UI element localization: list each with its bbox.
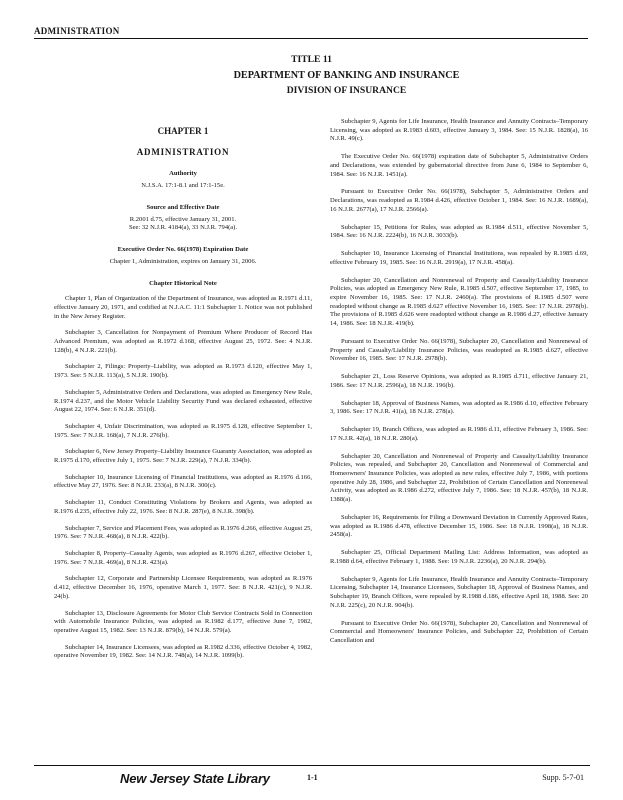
eo-expiration-heading: Executive Order No. 66(1978) Expiration Date	[117, 246, 249, 254]
history-paragraph: Subchapter 18, Approval of Business Names, was adopted as R.1986 d.10, effective February 3, 1986. See: 17 N.J.R. 41(a), 18 N.J.R. 278(a).	[330, 399, 588, 416]
source-line: R.2001 d.75, effective January 31, 2001.	[129, 215, 237, 223]
history-paragraph: Subchapter 19, Branch Offices, was adopted as R.1986 d.11, effective February 3, 1986. See: 17 N.J.R. 42(a), 18 N.J.R. 280(a).	[330, 426, 588, 442]
history-paragraph: Subchapter 6, New Jersey Property–Liability Insurance Guaranty Association, was adopted as R.1975 d.170, effective July 1, 1975. See: 7 N.J.R. 229(a), 7 N.J.R. 334(b).	[54, 448, 312, 465]
history-paragraph: Subchapter 9, Agents for Life Insurance, Health Insurance and Annuity Contracts–Temporary Licensing, was adopted as R.1983 d.603, effective January 3, 1984. See: 15 N.J.R. 1828(a), 16 N.J.R. 49(c).	[330, 118, 588, 143]
library-stamp: New Jersey State Library	[120, 771, 270, 786]
left-paragraph-list	[54, 295, 312, 661]
supplement-date: Supp. 5-7-01	[542, 773, 584, 782]
page-footer	[34, 765, 590, 790]
authority-text: N.J.S.A. 17:1-8.1 and 17:1-15e.	[141, 182, 225, 190]
history-paragraph: Subchapter 10, Insurance Licensing of Financial Institutions, was adopted as R.1976 d.166, effective May 27, 1976. See: 8 N.J.R. 233(a), 8 N.J.R. 300(c).	[54, 473, 312, 490]
history-paragraph: Subchapter 21, Loss Reserve Opinions, was adopted as R.1985 d.711, effective January 21, 1986. See: 17 N.J.R. 2596(a), 18 N.J.R. 196(b).	[330, 373, 588, 389]
history-paragraph: Subchapter 25, Official Department Mailing List: Address Information, was adopted as R.1988 d.64, effective February 1, 1988. See: 19 N.J.R. 2236(a), 20 N.J.R. 294(b).	[330, 549, 588, 565]
right-column	[330, 118, 588, 655]
title-number: TITLE 11	[291, 54, 332, 65]
history-paragraph: Subchapter 16, Requirements for Filing a Downward Deviation in Currently Approved Rates, was adopted as R.1986 d.478, effective December 15, 1986. See: 18 N.J.R. 1998(a), 18 N.J.R. 2458(a).	[330, 513, 588, 539]
history-paragraph: Subchapter 4, Unfair Discrimination, was adopted as R.1975 d.128, effective September 1, 1975. See: 7 N.J.R. 168(a), 7 N.J.R. 276(b).	[54, 422, 312, 439]
history-paragraph: Subchapter 12, Corporate and Partnership Licensee Requirements, was adopted as R.1976 d.412, effective December 16, 1976, operative March 1, 1977. See: 8 N.J.R. 421(c), 9 N.J.R. 24(b).	[54, 575, 312, 600]
history-paragraph: Subchapter 5, Administrative Orders and Declarations, was adopted as Emergency New Rule, R.1974 d.237, and the Motor Vehicle Liability Security Fund was declared exhausted, effective August 22, 1974. See: 6 N.J.R. 351(d).	[54, 388, 312, 414]
history-paragraph: Subchapter 3, Cancellation for Nonpayment of Premium Where Producer of Record Has Advanced Premium, was adopted as R.1972 d.168, effective August 25, 1972. See: 4 N.J.R. 128(b), 4 N.J.R. 221(b).	[54, 329, 312, 354]
history-paragraph: Subchapter 15, Petitions for Rules, was adopted as R.1984 d.511, effective November 5, 1984. See: 16 N.J.R. 2224(b), 16 N.J.R. 3033(b).	[330, 223, 588, 240]
history-paragraph: Subchapter 14, Insurance Licensees, was adopted as R.1982 d.336, effective October 4, 1982, operative November 19, 1982. See: 14 N.J.R. 748(a), 14 N.J.R. 1099(b).	[54, 643, 312, 660]
history-paragraph: The Executive Order No. 66(1978) expiration date of Subchapter 5, Administrative Orders and Declarations, was extended by gubernatorial directive from June 6, 1984 to September 6, 1984. See: 16 N.J.R. 1451(a).	[330, 153, 588, 178]
body-columns	[34, 118, 590, 760]
history-paragraph: Subchapter 10, Insurance Licensing of Financial Institutions, was repealed by R.1985 d.69, effective February 19, 1985. See: 16 N.J.R. 2919(a), 17 N.J.R. 458(a).	[330, 250, 588, 266]
history-paragraph: Subchapter 13, Disclosure Agreements for Motor Club Service Contracts Sold in Connection with Automobile Insurance Policies, was adopted as R.1982 d.177, effective June 7, 1982, operative August 15, 1982. See: 13 N.J.R. 879(b), 14 N.J.R. 579(a).	[54, 609, 312, 634]
left-column	[54, 118, 312, 669]
chapter-label: CHAPTER 1	[157, 126, 209, 136]
source-line: See: 32 N.J.R. 4184(a), 33 N.J.R. 794(a).	[128, 224, 237, 232]
history-paragraph: Chapter 1, Plan of Organization of the Department of Insurance, was adopted as R.1971 d.11, effective January 20, 1971, and codified at N.J.A.C. 11:1 Subchapter 1. Notice was not published in the New Jersey Register.	[54, 295, 312, 320]
history-paragraph: Pursuant to Executive Order No. 66(1978), Subchapter 20, Cancellation and Nonrenewal of Property and Casualty/Liability Insurance Policies, was readopted as R.1985 d.627, effective November 16, 1985. See: 17 N.J.R. 2978(b).	[330, 337, 588, 363]
title-block	[34, 54, 589, 96]
history-paragraph: Subchapter 20, Cancellation and Nonrenewal of Property and Casualty/Liability Insurance Policies, was adopted as Emergency New Rule, R.1985 d.507, effective September 17, 1985, to expire November 16, 1985. See: 17 N.J.R. 2460(a). The provisions of R.1985 d.507 were readopted without change as R.1985 d.627 effective November 16, 1985. See: 17 N.J.R. 2978(b). The provisions of R.1985 d.626 were readopted without change as R.1986 d.27, effective January 14, 1986. See: 18 N.J.R. 419(b).	[330, 276, 588, 328]
source-text	[54, 216, 312, 234]
eo-expiration-text: Chapter 1, Administration, expires on January 31, 2006.	[109, 257, 257, 265]
right-paragraph-list	[330, 118, 588, 646]
history-paragraph: Subchapter 20, Cancellation and Nonrenewal of Property and Casualty/Liability Insurance Policies, was repealed, and Subchapter 20, Cancellation and Nonrenewal of Commercial and Homeowners' Insurance Policies, was adopted as new rules, effective July 7, 1986, with portions operative July 28, 1986, and Subchapter 22, Prohibition of Certain Cancellation and Nonrenewal Activity, was adopted as R.1986 d.272, effective July 7, 1986. See: 18 N.J.R. 457(b), 18 N.J.R. 1388(a).	[330, 452, 588, 504]
history-paragraph: Pursuant to Executive Order No. 66(1978), Subchapter 20, Cancellation and Nonrenewal of Commercial and Homeowners' Insurance Policies, and Subchapter 22, Prohibition of Certain Cancellation and	[330, 619, 588, 644]
history-paragraph: Subchapter 2, Filings: Property–Liability, was adopted as R.1973 d.120, effective May 1, 1973. See: 5 N.J.R. 113(a), 5 N.J.R. 190(b).	[54, 363, 312, 380]
history-paragraph: Subchapter 11, Conduct Constituting Violations by Brokers and Agents, was adopted as R.1976 d.235, effective July 22, 1976. See: 8 N.J.R. 287(e), 8 N.J.R. 398(b).	[54, 499, 312, 515]
department-title: DEPARTMENT OF BANKING AND INSURANCE	[233, 70, 460, 81]
division-title: DIVISION OF INSURANCE	[286, 85, 407, 96]
history-paragraph: Subchapter 8, Property–Casualty Agents, was adopted as R.1976 d.267, effective October 1, 1976. See: 7 N.J.R. 469(a), 8 N.J.R. 423(a).	[54, 549, 312, 566]
source-heading: Source and Effective Date	[146, 203, 220, 211]
running-head: ADMINISTRATION	[34, 26, 588, 39]
history-paragraph: Subchapter 9, Agents for Life Insurance, Health Insurance and Annuity Contracts–Temporary Licensing, Subchapter 14, Insurance Licensees, Subchapter 18, Approval of Business Names, and Subchapter 19, Branch Offices, were repealed by R.1988 d.186, effective April 18, 1988. See: 20 N.J.R. 225(c), 20 N.J.R. 904(b).	[330, 575, 588, 609]
authority-heading: Authority	[169, 170, 197, 178]
chapter-name: ADMINISTRATION	[136, 146, 230, 157]
page-number: 1-1	[307, 773, 318, 782]
historical-note-heading: Chapter Historical Note	[149, 279, 217, 287]
history-paragraph: Pursuant to Executive Order No. 66(1978), Subchapter 5, Administrative Orders and Declarations, was readopted as R.1984 d.426, effective October 1, 1984. See: 16 N.J.R. 1689(a), 16 N.J.R. 2677(a), 17 N.J.R. 2566(a).	[330, 188, 588, 213]
history-paragraph: Subchapter 7, Service and Placement Fees, was adopted as R.1976 d.266, effective August 25, 1976. See: 7 N.J.R. 468(a), 8 N.J.R. 422(b).	[54, 524, 312, 541]
